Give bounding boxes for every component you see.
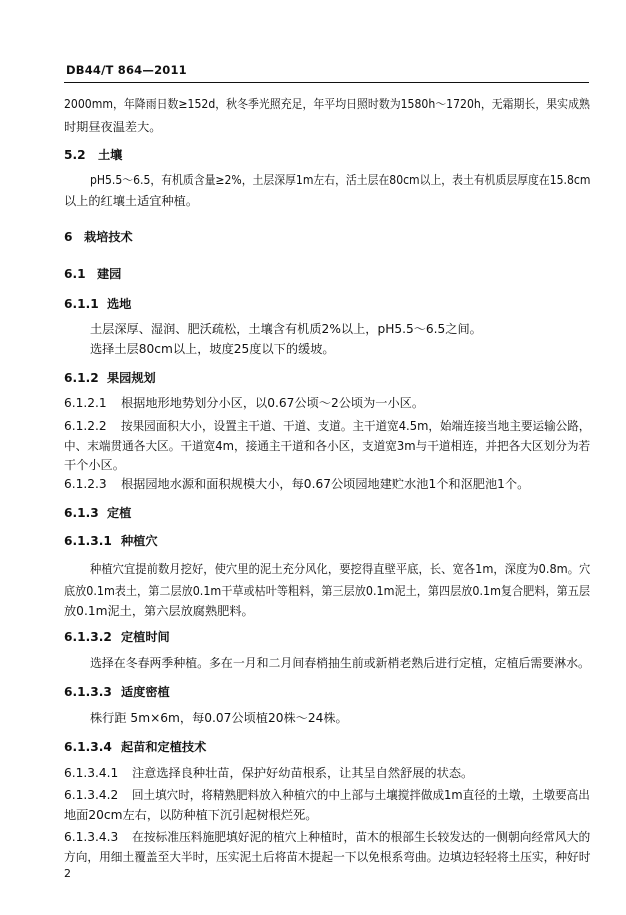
paragraph-line: 选择在冬春两季种植。多在一月和二月间春梢抽生前或新梢老熟后进行定植，定植后需要淋水。 <box>90 656 590 670</box>
item-number: 6.1.3.4.1 <box>64 766 119 780</box>
section-number: 6.1.2 <box>64 371 99 385</box>
item-text: 地面20cm左右，以防种植下沉引起树根烂死。 <box>64 808 318 822</box>
item-text: 在按标准压料施肥填好泥的植穴上种植时，苗木的根部生长较发达的一侧朝向经常风大的 <box>132 830 591 844</box>
header-rule <box>64 82 589 83</box>
section-number: 6.1.1 <box>64 297 99 311</box>
item-number: 6.1.2.3 <box>64 477 107 491</box>
paragraph-line: pH5.5～6.5，有机质含量≥2%，土层深厚1m左右，活土层在80cm以上，表土有机质层厚度在15.8cm <box>90 173 591 187</box>
item-text: 根据园地水源和面积规模大小，每0.67公顷园地建贮水池1个和沤肥池1个。 <box>121 477 530 491</box>
section-number: 6 <box>64 230 73 244</box>
paragraph-line: 放0.1m泥土，第六层放腐熟肥料。 <box>64 604 254 618</box>
section-number: 6.1.3 <box>64 506 99 520</box>
section-title: 定植时间 <box>121 630 170 644</box>
page-number: 2 <box>64 867 71 880</box>
section-number: 5.2 <box>64 148 86 162</box>
section-title: 适度密植 <box>121 685 170 699</box>
paragraph-line: 种植穴宜提前数月挖好，使穴里的泥土充分风化，要挖得直壁平底，长、宽各1m，深度为0.8m。穴 <box>90 562 591 576</box>
item-text: 按果园面积大小，设置主干道、干道、支道。主干道宽4.5m，始端连接当地主要运输公路， <box>121 419 591 433</box>
paragraph-line: 选择土层80cm以上，坡度25度以下的缓坡。 <box>90 342 335 356</box>
paragraph-line: 2000mm，年降雨日数≥152d，秋冬季光照充足，年平均日照时数为1580h～1720h，无霜期长，果实成熟 <box>64 97 590 111</box>
section-title: 建园 <box>97 267 122 281</box>
paragraph-line: 以上的红壤土适宜种植。 <box>64 194 199 208</box>
section-title: 土壤 <box>98 148 123 162</box>
item-text: 干个小区。 <box>64 458 125 472</box>
section-title: 果园规划 <box>107 371 156 385</box>
item-text: 方向，用细土覆盖至大半时，压实泥土后将苗木提起一下以免根系弯曲。边填边轻轻将土压实，种好时 <box>64 850 591 864</box>
paragraph-line: 株行距 5m×6m，每0.07公顷植20株～24株。 <box>90 711 348 725</box>
item-text: 中、末端贯通各大区。干道宽4m，接通主干道和各小区，支道宽3m与干道相连，并把各大区划分为若 <box>64 439 591 453</box>
section-title: 起苗和定植技术 <box>121 740 207 754</box>
section-number: 6.1.3.2 <box>64 630 112 644</box>
section-number: 6.1.3.3 <box>64 685 112 699</box>
section-title: 选地 <box>107 297 132 311</box>
section-number: 6.1 <box>64 267 86 281</box>
item-number: 6.1.3.4.3 <box>64 830 119 844</box>
item-text: 根据地形地势划分小区，以0.67公顷～2公顷为一小区。 <box>121 396 425 410</box>
item-text: 注意选择良种壮苗，保护好幼苗根系，让其呈自然舒展的状态。 <box>132 766 474 780</box>
paragraph-line: 土层深厚、湿润、肥沃疏松，土壤含有机质2%以上，pH5.5～6.5之间。 <box>90 322 482 336</box>
item-number: 6.1.2.2 <box>64 419 107 433</box>
paragraph-line: 底放0.1m表土，第二层放0.1m干草或枯叶等粗料，第三层放0.1m泥土，第四层放0.1m复合肥料，第五层 <box>64 584 590 598</box>
item-number: 6.1.3.4.2 <box>64 788 119 802</box>
item-number: 6.1.2.1 <box>64 396 107 410</box>
section-number: 6.1.3.4 <box>64 740 112 754</box>
section-title: 栽培技术 <box>84 230 133 244</box>
section-number: 6.1.3.1 <box>64 534 112 548</box>
section-title: 种植穴 <box>121 534 158 548</box>
doc-code: DB44/T 864—2011 <box>66 63 187 77</box>
section-title: 定植 <box>107 506 132 520</box>
item-text: 回土填穴时，将精熟肥料放入种植穴的中上部与土壤搅拌做成1m直径的土墩，土墩要高出 <box>132 788 590 802</box>
paragraph-line: 时期昼夜温差大。 <box>64 120 162 134</box>
